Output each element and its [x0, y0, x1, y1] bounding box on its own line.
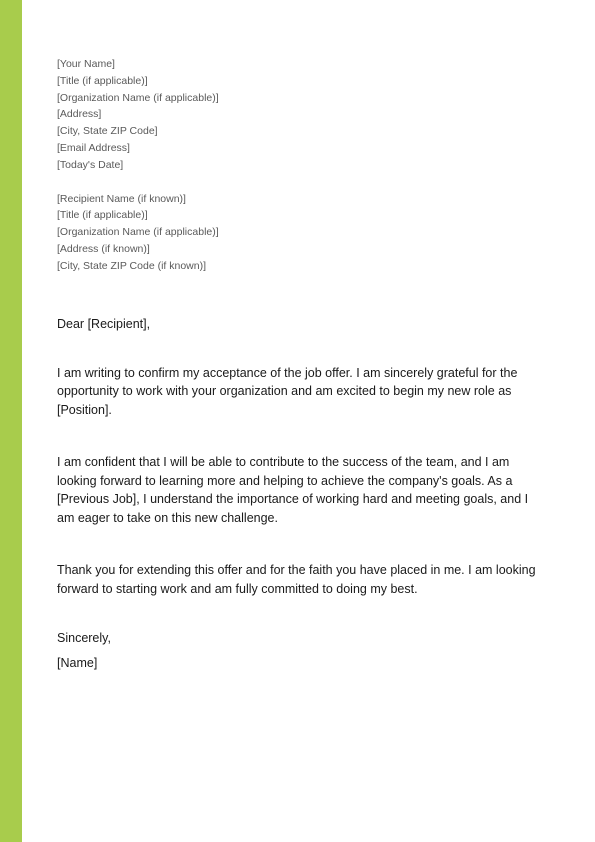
recipient-city-state-zip: [City, State ZIP Code (if known)] — [57, 259, 206, 272]
signature-name: [Name] — [57, 656, 98, 671]
recipient-organization: [Organization Name (if applicable)] — [57, 226, 219, 239]
sender-title: [Title (if applicable)] — [57, 74, 148, 87]
recipient-name: [Recipient Name (if known)] — [57, 192, 186, 205]
closing: Sincerely, — [57, 631, 111, 646]
recipient-address-block — [57, 191, 547, 275]
recipient-address: [Address (if known)] — [57, 242, 150, 255]
salutation: Dear [Recipient], — [57, 316, 151, 331]
letter-date: [Today's Date] — [57, 158, 124, 171]
letter-body — [57, 56, 547, 672]
sender-address-block — [57, 56, 547, 174]
paragraph-thanks: Thank you for extending this offer and for the faith you have placed in me. I am looking forward to starting work and am fully committed to doing my best. — [57, 563, 536, 596]
sender-email: [Email Address] — [57, 141, 130, 154]
sender-name: [Your Name] — [57, 58, 115, 70]
side-accent-bar — [0, 0, 22, 842]
sender-address: [Address] — [57, 108, 102, 121]
paragraph-contribution: I am confident that I will be able to contribute to the success of the team, and I am looking forward to learning more and helping to achieve the company's goals. As a [Previous Job], I understand the importance of working hard and meeting goals, and I am eager to take on this new challenge. — [57, 455, 529, 525]
paragraph-acceptance: I am writing to confirm my acceptance of the job offer. I am sincerely grateful for the opportunity to work with your organization and am excited to begin my new role as [Position]. — [57, 365, 518, 417]
sender-city-state-zip: [City, State ZIP Code] — [57, 125, 158, 138]
sender-organization: [Organization Name (if applicable)] — [57, 91, 219, 104]
recipient-title: [Title (if applicable)] — [57, 209, 148, 222]
